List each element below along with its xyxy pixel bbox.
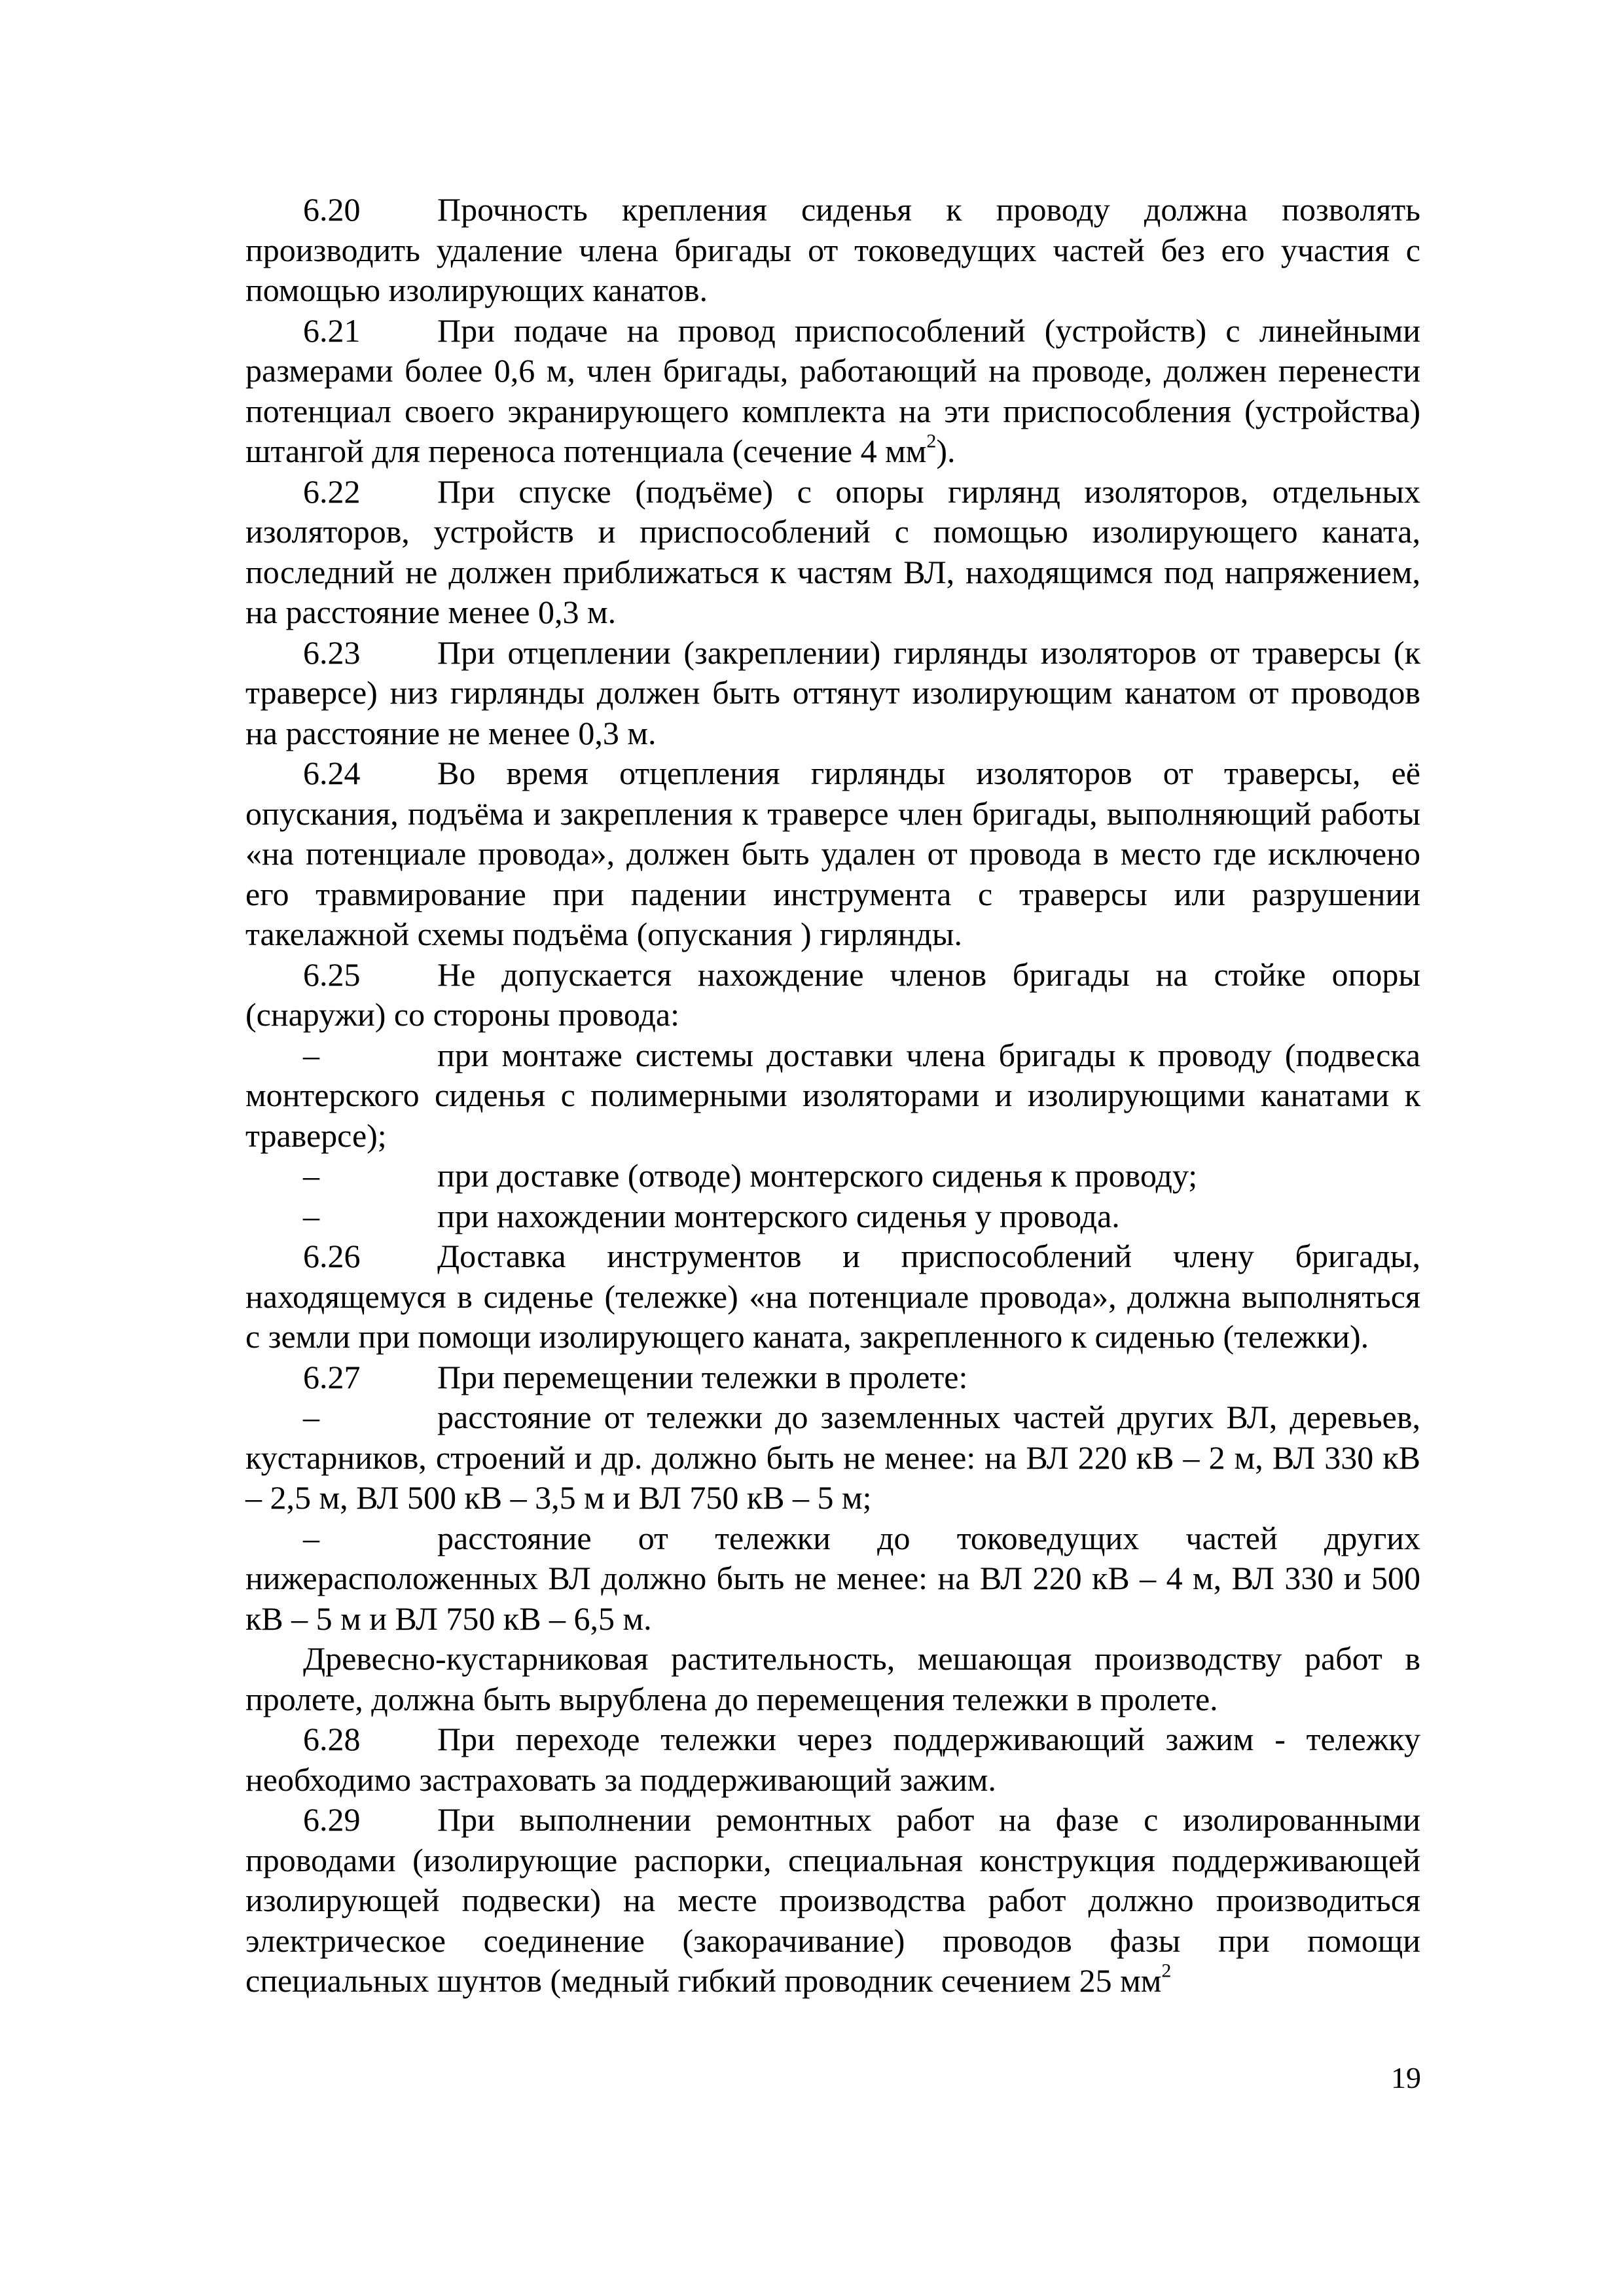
paragraph-number: 6.21 — [303, 312, 361, 349]
paragraph-text: при монтаже системы доставки члена бригады к проводу (подвеска монтерского сиденья с полимерными изоляторами и изолирующими канатами к траверсе); — [245, 1036, 1420, 1154]
list-item — [245, 1035, 1420, 1157]
paragraph-number: 6.23 — [303, 634, 361, 671]
paragraph-text: При спуске (подъёме) с опоры гирлянд изоляторов, отдельных изоляторов, устройств и приспособлений с помощью изолирующего каната, последний не должен приближаться к частям ВЛ, находящимся под напряжением, на расстояние менее 0,3 м. — [245, 473, 1420, 630]
paragraph-number: 6.22 — [303, 473, 361, 510]
paragraph-text: расстояние от тележки до токоведущих частей других нижерасположенных ВЛ должно быть не менее: на ВЛ 220 кВ – 4 м, ВЛ 330 и 500 кВ – 5 м и ВЛ 750 кВ – 6,5 м. — [245, 1519, 1420, 1637]
page-number: 19 — [1391, 2061, 1421, 2094]
paragraph — [245, 1719, 1420, 1800]
paragraph-text: Прочность крепления сиденья к проводу должна позволять производить удаление члена бригады от токоведущих частей без его участия с помощью изолирующих канатов. — [245, 191, 1420, 308]
paragraph-text: При отцеплении (закреплении) гирлянды изоляторов от траверсы (к траверсе) низ гирлянды должен быть оттянут изолирующим канатом от проводов на расстояние не менее 0,3 м. — [245, 634, 1420, 751]
paragraph-text: При подаче на провод приспособлений (устройств) с линейными размерами более 0,6 м, член бригады, работающий на проводе, должен перенести потенциал своего экранирующего комплекта на эти приспособления (устройства) штангой для переноса потенциала (сечение 4 мм — [245, 312, 1420, 469]
paragraph-text-end: ). — [936, 433, 956, 469]
list-dash: – — [303, 1197, 319, 1234]
paragraph — [245, 753, 1420, 955]
paragraph — [245, 955, 1420, 1035]
paragraph-number: 6.24 — [303, 755, 361, 791]
paragraph-text: при нахождении монтерского сиденья у провода. — [437, 1197, 1120, 1234]
paragraph-text: При выполнении ремонтных работ на фазе с изолированными проводами (изолирующие распорки, специальная конструкция поддерживающей изолирующей подвески) на месте производства работ должно производиться электрическое соединение (закорачивание) проводов фазы при помощи специальных шунтов (медный гибкий проводник сечением 25 мм — [245, 1801, 1420, 1999]
paragraph-number: 6.27 — [303, 1358, 361, 1395]
paragraph-text: При переходе тележки через поддерживающий зажим - тележку необходимо застраховать за поддерживающий зажим. — [245, 1721, 1420, 1798]
paragraph-number: 6.26 — [303, 1238, 361, 1274]
paragraph — [245, 1800, 1420, 2001]
paragraph — [245, 1236, 1420, 1357]
list-item — [245, 1156, 1420, 1196]
paragraph — [245, 472, 1420, 633]
paragraph — [245, 311, 1420, 472]
list-dash: – — [303, 1157, 319, 1194]
list-dash: – — [303, 1399, 319, 1435]
list-dash: – — [303, 1036, 319, 1073]
paragraph-text: при доставке (отводе) монтерского сиденья к проводу; — [437, 1157, 1198, 1194]
paragraph-text: Не допускается нахождение членов бригады на стойке опоры (снаружи) со стороны провода: — [245, 956, 1420, 1033]
superscript: 2 — [926, 430, 937, 452]
paragraph-number: 6.25 — [303, 956, 361, 993]
list-item — [245, 1397, 1420, 1518]
paragraph — [245, 190, 1420, 311]
superscript: 2 — [1161, 1960, 1172, 1982]
body-text — [245, 190, 1420, 2001]
list-item — [245, 1196, 1420, 1237]
list-item — [245, 1518, 1420, 1640]
paragraph — [245, 1357, 1420, 1398]
paragraph-number: 6.29 — [303, 1801, 361, 1838]
paragraph-text: При перемещении тележки в пролете: — [437, 1358, 968, 1395]
paragraph — [245, 633, 1420, 754]
paragraph-text: Во время отцепления гирлянды изоляторов от траверсы, её опускания, подъёма и закрепления к траверсе член бригады, выполняющий работы «на потенциале провода», должен быть удален от провода в место где исключено его травмирование при падении инструмента с траверсы или разрушении такелажной схемы подъёма (опускания ) гирлянды. — [245, 755, 1420, 952]
list-dash: – — [303, 1519, 319, 1556]
paragraph-text: расстояние от тележки до заземленных частей других ВЛ, деревьев, кустарников, строений и др. должно быть не менее: на ВЛ 220 кВ – 2 м, ВЛ 330 кВ – 2,5 м, ВЛ 500 кВ – 3,5 м и ВЛ 750 кВ – 5 м; — [245, 1399, 1420, 1516]
paragraph — [245, 1639, 1420, 1719]
paragraph-text: Доставка инструментов и приспособлений члену бригады, находящемуся в сиденье (тележке) «на потенциале провода», должна выполняться с земли при помощи изолирующего каната, закрепленного к сиденью (тележки). — [245, 1238, 1420, 1355]
paragraph-number: 6.28 — [303, 1721, 361, 1757]
paragraph-number: 6.20 — [303, 191, 361, 228]
paragraph-text: Древесно-кустарниковая растительность, мешающая производству работ в пролете, должна быть вырублена до перемещения тележки в пролете. — [245, 1640, 1420, 1717]
